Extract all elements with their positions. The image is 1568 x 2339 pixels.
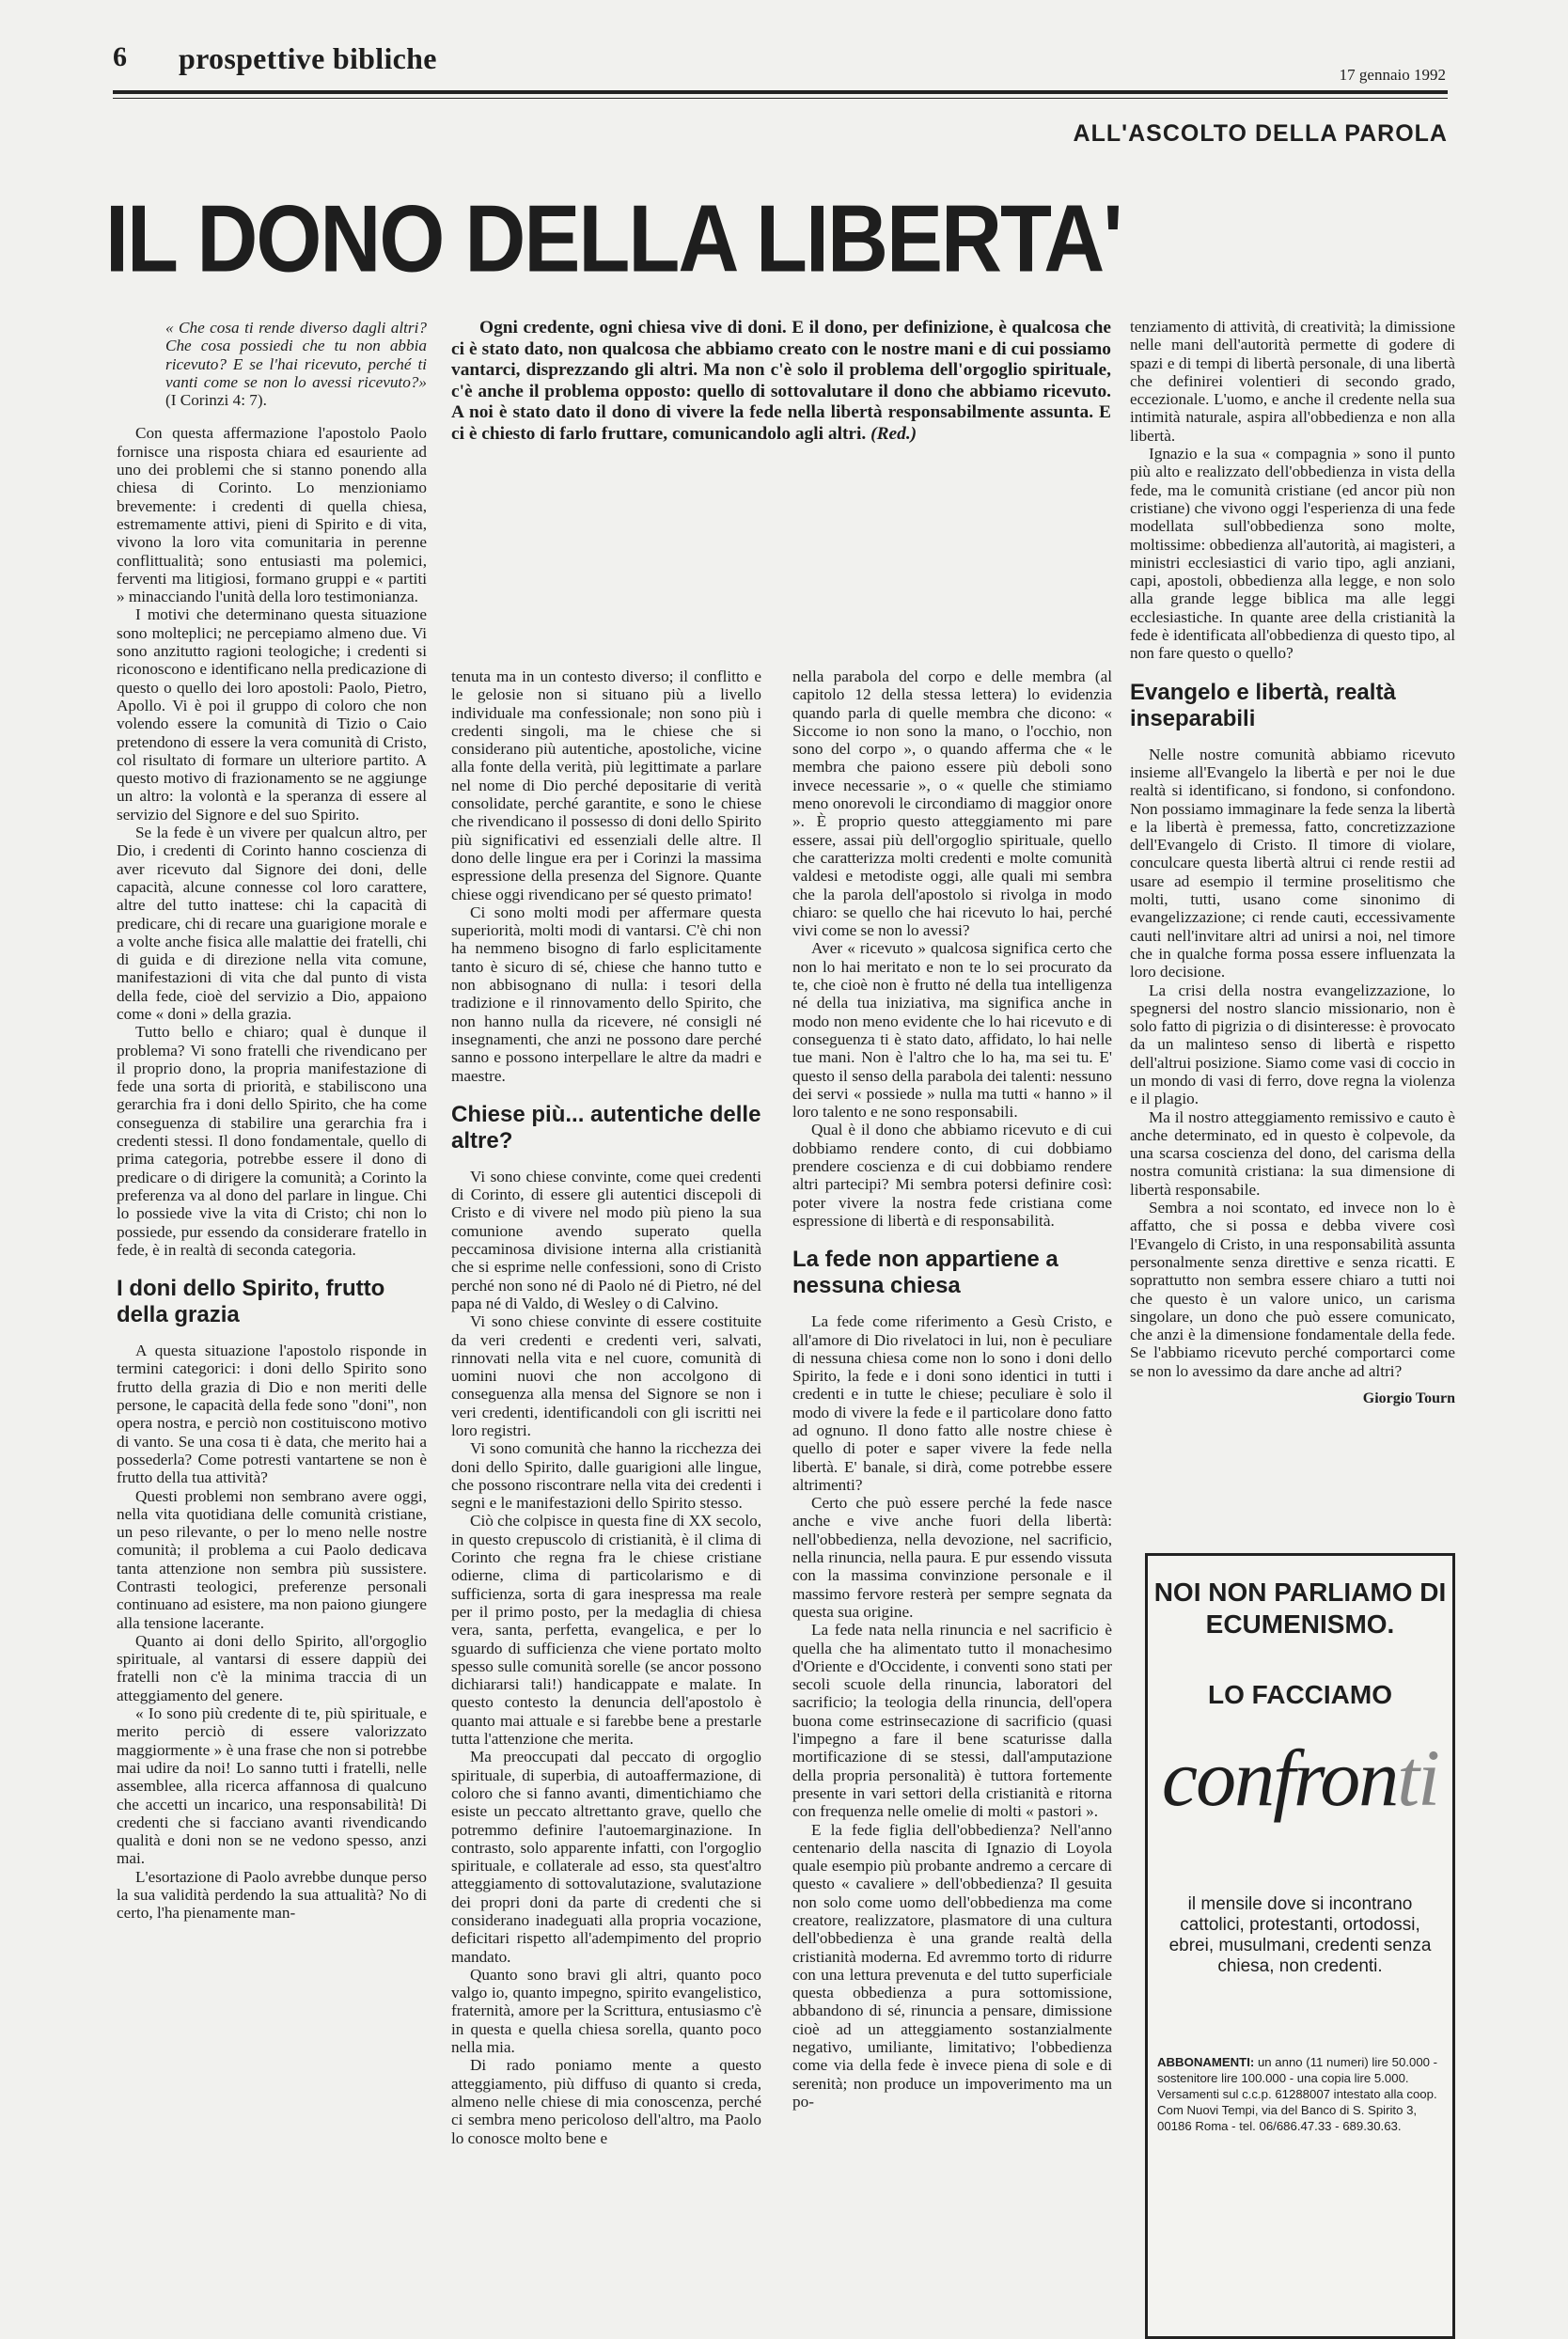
epigraph-reference: (I Corinzi 4: 7). (165, 391, 267, 410)
lead-credit: (Red.) (870, 423, 917, 444)
paragraph: Ma il nostro atteggiamento remissivo e cauto è anche determinato, ed in questo è colpevole, da una scarsa coscienza del dono, del carisma della nostra comunità cristiana: la sua dimensione di libertà responsabile. (1130, 1107, 1455, 1199)
logo-main: confron (1161, 1733, 1398, 1823)
paragraph: Quanto ai doni dello Spirito, all'orgoglio spirituale, al vantarsi di essere dappiù dei fratelli non c'è la minima traccia di un atteggiamento del genere. (117, 1631, 427, 1704)
publication-name: prospettive bibliche (179, 41, 437, 75)
paragraph: « Io sono più credente di te, più spirituale, e merito perciò di essere valorizzato maggiormente » è una frase che non si potrebbe mai udire da noi! Lo sanno tutti i fratelli, nelle assemblee, alla ricerca affannosa di qualcuno che accetti un incarico, una responsabilità! Di credenti che si facciano avanti rivendicando qualità e doni non se ne vedono spesso, anzi mai. (117, 1704, 427, 1868)
ad-headline-2: LO FACCIAMO (1208, 1680, 1392, 1709)
subscription-text: un anno (11 numeri) lire 50.000 - sostenitore lire 100.000 - una copia lire 5.000. Versamenti sul c.c.p. 61288007 intestato alla coop. Com Nuovi Tempi, via del Banco di S. Spirito 3, 00186 Roma - tel. 06/686.47.33 - 689.30.63. (1157, 2055, 1438, 2133)
paragraph: Ciò che colpisce in questa fine di XX secolo, in questo crepuscolo di cristianità, è il clima di Corinto che regna fra le chiese cristiane odierne, clima di particolarismo e di sufficienza, sorta di gara inespressa ma reale per il primo posto, per la medaglia di chiesa vera, santa, perfetta, evangelica, e per lo sguardo di sufficienza che viene portato molto spesso sulle comunità sorelle (se ancor possono dichiararsi tali!) handicappate e malate. In questo contesto la denuncia dell'apostolo è quanto mai attuale e si farebbe bene a prestarle tutta l'attenzione che merita. (451, 1512, 761, 1749)
paragraph: I motivi che determinano questa situazione sono molteplici; ne percepiamo almeno due. Vi sono anzitutto ragioni teologiche; i credenti si riconoscono e identificano nella predicazione di questo o quello dei loro apostoli: Paolo, Pietro, Apollo. Vi è poi il gruppo di coloro che non volendo essere la comunità di Tizio o Caio pretendono di essere la vera comunità di Cristo, col risultato di formare un ulteriore partito. A questo motivo di frazionamento se ne aggiunge un altro: la volontà e la speranza di essere al servizio del Signore e del suo Spirito. (117, 605, 427, 824)
paragraph: Vi sono chiese convinte, come quei credenti di Corinto, di essere gli autentici discepoli di Cristo e di vivere nel modo più pieno la sua comunione avendo superato quella peccaminosa divisione interna alla cristianità che si esprime nelle confessioni, sono di Cristo perché non sono né di Paolo né di Pietro, né del papa né di Valdo, di Wesley o di Calvino. (451, 1167, 761, 1312)
header-rule-thin (113, 98, 1448, 99)
paragraph: nella parabola del corpo e delle membra (al capitolo 12 della stessa lettera) lo evidenzia quando parla di quelle membra che dicono: « Siccome io non sono la mano, o l'occhio, non sono del corpo », o quando afferma che « le membra che paiono essere più deboli sono invece necessarie », o « quelle che stimiamo meno onorevoli le circondiamo di maggior onore ». È proprio questo atteggiamento mi pare essere, assai più dell'orgoglio spirituale, quello che caratterizza molti credenti e molte comunità valdesi e metodiste oggi, alle quali mi sembra che la parola dell'apostolo si rivolga in modo chiaro: se quello che hai ricevuto lo hai, perché vivi come se non lo avessi? (792, 667, 1112, 940)
article-column-1 (117, 315, 427, 1923)
paragraph: E la fede figlia dell'obbedienza? Nell'anno centenario della nascita di Ignazio di Loyola quale esempio più probante andremo a cercare di questo « cavaliere » dell'obbedienza? Il gesuita non solo come uomo dell'obbedienza ma come creatore, realizzatore, plasmatore di una cultura dell'obbedienza è una grande realtà della cristianità moderna. Ed avremmo torto di ridurre con una lettura prevenuta e del tutto superficiale questa obbedienza a pura sottomissione, abbandono di sé, rinuncia a pensare, dimissione cioè ad un atteggiamento sostanzialmente negativo, umiliante, limitativo; l'obbedienza come via della fede è invece piena di sole e di serenità; non produce un impoverimento ma un po- (792, 1820, 1112, 2111)
article-column-4 (1130, 318, 1455, 1407)
paragraph: Quanto sono bravi gli altri, quanto poco valgo io, quanto impegno, spirito evangelistico, fraternità, amore per la Scrittura, entusiasmo c'è in questa e quella chiesa sorella, quanto poco nella mia. (451, 1965, 761, 2057)
paragraph: La fede come riferimento a Gesù Cristo, e all'amore di Dio rivelatoci in lui, non è peculiare di nessuna chiesa come non lo sono i doni dello Spirito, la fede e i doni sono identici in tutti i credenti e in tutte le chiese; peculiare è solo il modo di vivere la fede e il particolare dono fatto ad ognuno. Il dono fatto alle nostre chiese è quello di poter e saper vivere la fede nella libertà. E' banale, si dirà, come potrebbe essere altrimenti? (792, 1312, 1112, 1494)
paragraph: Qual è il dono che abbiamo ricevuto e di cui dobbiamo rendere conto, di cui dobbiamo prendere coscienza e di cui dobbiamo rendere altri partecipi? Mi sembra potersi definire così: poter vivere la nostra fede cristiana come espressione di libertà e di responsabilità. (792, 1121, 1112, 1230)
issue-date: 17 gennaio 1992 (1339, 66, 1446, 84)
paragraph: Ci sono molti modi per affermare questa superiorità, molti modi di vantarsi. C'è chi non ha nemmeno bisogno di farlo esplicitamente tanto è sicuro di sé, chiese che hanno tutto e non abbisognano di nulla: i tesori della tradizione e il rinnovamento dello Spirito, che non hanno nulla da ricevere, né consigli né insegnamenti, che anzi ne possono dare perché sanno e possono interpellare le altre da madri e maestre. (451, 903, 761, 1085)
ad-headline: NOI NON PARLIAMO DI ECUMENISMO. (1153, 1578, 1447, 1639)
subscription-label: ABBONAMENTI: (1157, 2055, 1255, 2069)
epigraph (165, 319, 427, 409)
paragraph: Sembra a noi scontato, ed invece non lo è affatto, che si possa e debba vivere così l'Evangelo di Cristo, in una responsabilità assunta personalmente senza direttive e senza ricatti. E soprattutto non sembra essere chiaro a tutti noi che questo è un valore unico, un carisma singolare, un dono che può essere comunicato, che anzi è la dimensione fondamentale della fede. Se l'abbiamo ricevuto perché comportarci come se non lo avessimo da dare anche ad altri? (1130, 1199, 1455, 1380)
paragraph: Questi problemi non sembrano avere oggi, nella vita quotidiana delle comunità cristiane, un peso rilevante, o per lo meno nelle nostre comunità; il problema a cui Paolo dedicava tanta attenzione non sembra più sussistere. Contrasti teologici, preferenze personali continuano ad esistere, ma non paiono giungere alla tensione lacerante. (117, 1486, 427, 1632)
author-signature: Giorgio Tourn (1362, 1390, 1455, 1407)
article-title: IL DONO DELLA LIBERTA' (105, 187, 1121, 293)
paragraph: Di rado poniamo mente a questo atteggiamento, più diffuso di quanto si creda, almeno nelle chiese di mia conoscenza, perché ci sembra meno pericoloso dell'altro, ma Paolo lo conosce molto bene e (451, 2056, 761, 2147)
paragraph: Ignazio e la sua « compagnia » sono il punto più alto e realizzato dell'obbedienza in vista della fede, ma le comunità cristiane (ed ancor più non cristiane) che vivono oggi l'esperienza di una fede modellata sull'obbedienza sono molte, moltissime: obbedienza all'autorità, ai magisteri, a ministri ecclesiastici di vario tipo, agli anziani, capi, apostoli, obbedienza alla legge, e non solo alla grande legge biblica ma alle leggi ecclesiastiche. In quante aree della cristianità la fede è identificata all'obbedienza di questo tipo, al non fare questo o quello? (1130, 445, 1455, 663)
confronti-logo (1148, 1731, 1452, 1825)
paragraph: Ma preoccupati dal peccato di orgoglio spirituale, di superbia, di autoaffermazione, di coloro che si fanno avanti, dimentichiamo che esiste un peccato altrettanto grave, quello che potremmo definire l'autoemarginazione. In contrasto, solo apparente infatti, con l'orgoglio spirituale, e collaterale ad esso, sta quest'altro atteggiamento di sottovalutazione, svalutazione dei propri doni da parte di credenti che si considerano inadeguati alla propria vocazione, deficitari rispetto all'adempimento del proprio mandato. (451, 1748, 761, 1966)
paragraph: tenuta ma in un contesto diverso; il conflitto e le gelosie non si situano più a livello individuale ma confessionale; non sono più i credenti singoli, ma le chiese che si considerano più autentiche, apostoliche, vicine alla fonte della verità, più legittimate a parlare nel nome di Dio perché depositarie di verità consolidate, perché garantite, e sono le chiese che rivendicano il possesso di doni dello Spirito più significativi ed essenziali delle altre. Il dono delle lingue era per i Corinzi la massima espressione della presenza del Signore. Quante chiese oggi rivendicano per sé questo primato! (451, 667, 761, 903)
paragraph: A questa situazione l'apostolo risponde in termini categorici: i doni dello Spirito sono frutto della grazia di Dio e non meriti delle persone, le capacità della fede sono "doni", non opera nostra, e perciò non costituiscono motivo di vanto. Se una cosa ti è data, che merito hai a possederla? Come potresti vantartene se non è frutto della tua attività? (117, 1342, 427, 1487)
section-label: ALL'ASCOLTO DELLA PAROLA (1073, 120, 1448, 147)
paragraph: Se la fede è un vivere per qualcun altro, per Dio, i credenti di Corinto hanno coscienza di aver ricevuto dal Signore dei doni, delle capacità, alcune connesse col loro carattere, altre del tutto inattese: chi la capacità di predicare, chi di recare una guarigione morale e a volte anche fisica alle malattie dei fratelli, chi di guida e di direzione nella vita comune, manifestazioni di vita che dal punto di vista della fede, cioè del servizio a Dio, appaiono come « doni » della grazia. (117, 824, 427, 1023)
subheading-chiese: Chiese più... autentiche delle altre? (451, 1101, 761, 1154)
paragraph: Nelle nostre comunità abbiamo ricevuto insieme all'Evangelo la libertà e per noi le due realtà si identificano, si fondono, si confondono. Non possiamo immaginare la fede senza la libertà e la libertà è premessa, fatto, concretizzazione dell'Evangelo di Cristo. Il timore di violare, conculcare questa libertà altrui ci rende restii ad usare ad esempio il termine proselitismo che molti, tutti, usano come sinonimo di evangelizzazione; ci rende cauti, eccessivamente cauti nell'invitare altri ad unirsi a noi, nel timore che in qualche forma possa essere influenzata la loro decisione. (1130, 745, 1455, 981)
paragraph: L'esortazione di Paolo avrebbe dunque perso la sua validità perdendo la sua attualità? No di certo, l'ha pienamente man- (117, 1867, 427, 1923)
subheading-evangelo: Evangelo e libertà, realtà inseparabili (1130, 679, 1396, 731)
subheading-fede: La fede non appartiene a nessuna chiesa (792, 1247, 1058, 1299)
logo-tail: ti (1397, 1733, 1439, 1823)
paragraph: Aver « ricevuto » qualcosa significa certo che non lo hai meritato e non te lo sei procurato da te, che cioè non è frutto né della tua intelligenza né della tua iniziativa, ma significa anche in modo non meno evidente che lo hai ricevuto e di conseguenza ti è stato dato, affidato, lo hai nelle tue mani. Non è l'altro che lo ha, ma sei tu. E' questo il senso della parabola dei talenti: nessuno dei servi « possiede » nulla ma tutti « hanno » il loro talento e ne sono responsabili. (792, 939, 1112, 1122)
paragraph: Vi sono chiese convinte di essere costituite da veri credenti e credenti veri, salvati, rinnovati nella vita e nel cuore, comunità di uomini nuovi che non accolgono di conseguenza alla mensa del Signore se non i veri credenti, identificandoli con gli iscritti nei loro registri. (451, 1312, 761, 1439)
article-column-2 (451, 667, 761, 2147)
paragraph: Tutto bello e chiaro; qual è dunque il problema? Vi sono fratelli che rivendicano per il proprio dono, la propria manifestazione di fede una sorta di priorità, e stabiliscono una gerarchia fra i doni dello Spirito, che ha come conseguenza di stabilire una gerarchia fra i credenti stessi. Il dono fondamentale, quello di prima categoria, potrebbe essere il dono di predicare o di dirigere la comunità; a Corinto la preferenza va al dono del parlare in lingue. Chi lo possiede vive la vita di Cristo; chi non lo possiede, pur essendo da considerare fratello in fede, è in realtà di seconda categoria. (117, 1023, 427, 1259)
subheading-doni: I doni dello Spirito, frutto della grazia (117, 1276, 385, 1328)
paragraph: La crisi della nostra evangelizzazione, lo spegnersi del nostro slancio missionario, non è solo fatto di pigrizia o di disinteresse: è provocato da un malinteso senso di libertà e rispetto dell'altrui posizione. Siamo come vasi di coccio in un mondo di vasi di ferro, dove regna la violenza e il plagio. (1130, 981, 1455, 1108)
lead-text: Ogni credente, ogni chiesa vive di doni. E il dono, per definizione, è qualcosa che ci è stato dato, non qualcosa che abbiamo creato con le nostre mani e di cui possiamo vantarci, disprezzando gli altri. Ma non c'è solo il problema dell'orgoglio spirituale, c'è anche il problema opposto: quello di sottovalutare il dono che abbiamo ricevuto. A noi è stato dato il dono di vivere la fede nella libertà responsabilmente assunta. E ci è chiesto di farlo fruttare, comunicandolo agli altri. (451, 318, 1111, 444)
article-column-3 (792, 667, 1112, 2111)
header-rule (113, 90, 1448, 94)
ad-tagline: il mensile dove si incontrano cattolici, protestanti, ortodossi, ebrei, musulmani, credenti senza chiesa, non credenti. (1168, 1894, 1432, 1976)
paragraph: tenziamento di attività, di creatività; la dimissione nelle mani dell'autorità permette di godere di spazi e di tempi di libertà personale, di una libertà che definirei volentieri di secondo grado, eccezionale. L'uomo, e anche il credente nella sua intimità naturale, aspira all'obbedienza e non alla libertà. (1130, 318, 1455, 445)
lead-paragraph (451, 318, 1111, 446)
page-number: 6 (113, 41, 127, 72)
paragraph: Certo che può essere perché la fede nasce anche e vive anche fuori della libertà: nell'obbedienza, nella devozione, nel sacrificio, nella rinuncia, nella paura. E pur essendo vissuta con la massima convinzione personale e il massimo fervore resterà per sempre segnata da questa sua origine. (792, 1494, 1112, 1621)
paragraph: La fede nata nella rinuncia e nel sacrificio è quella che ha alimentato tutto il monachesimo d'Oriente e d'Occidente, i conventi sono stati per secoli scuole della rinuncia, laboratori del sacrificio; la teologia della rinuncia, dell'opera buona come estrinsecazione di sacrificio (quasi l'impegno a fare il bene scaturisse dalla mortificazione di se stessi, dall'amputazione della propria personalità) è tuttora fortemente presente in vari settori della cristianità e ritorna con frequenza nelle omelie di molti « pastori ». (792, 1621, 1112, 1821)
paragraph: Con questa affermazione l'apostolo Paolo fornisce una risposta chiara ed esauriente ad uno dei problemi che si stanno ponendo alla chiesa di Corinto. Lo menzioniamo brevemente: i credenti di quella chiesa, estremamente attivi, pieni di Spirito e di vita, vivono la loro vita comunitaria in perenne conflittualità; sono entusiasti ma polemici, ferventi ma litigiosi, formano gruppi e « partiti » minacciando l'unità della loro testimonianza. (117, 424, 427, 606)
paragraph: Vi sono comunità che hanno la ricchezza dei doni dello Spirito, dalle guarigioni alle lingue, che possono riscontrare nella vita dei credenti i segni e le manifestazioni dello Spirito stesso. (451, 1439, 761, 1513)
ad-subscription-info (1157, 2054, 1443, 2134)
confronti-advertisement (1145, 1553, 1455, 2339)
epigraph-quote: « Che cosa ti rende diverso dagli altri? Che cosa possiedi che tu non abbia ricevuto? E se l'hai ricevuto, perché ti vanti come se non lo avessi ricevuto?» (165, 319, 427, 391)
